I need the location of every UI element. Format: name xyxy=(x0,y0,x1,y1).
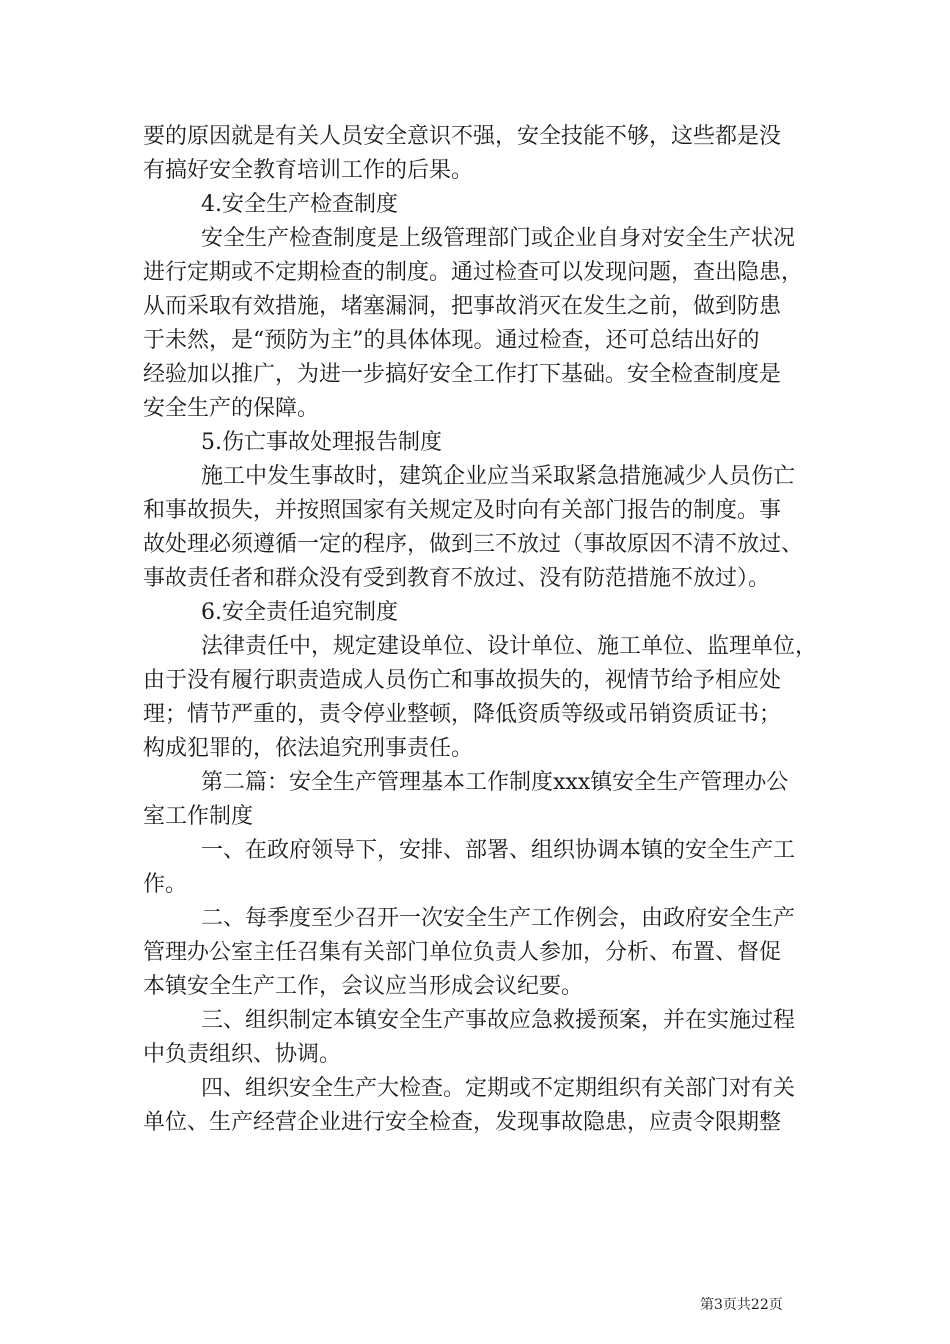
text-line-2: 有搞好安全教育培训工作的后果。 xyxy=(143,158,474,183)
item-four: 四、组织安全生产大检查。定期或不定期组织有关部门对有关 xyxy=(201,1076,796,1101)
text-line-23: 作。 xyxy=(143,872,188,897)
text-line-28: 中负责组织、协调。 xyxy=(143,1042,342,1067)
item-two: 二、每季度至少召开一次安全生产工作例会，由政府安全生产 xyxy=(201,906,796,931)
text-line-9: 安全生产的保障。 xyxy=(143,396,320,421)
text-line-4: 安全生产检查制度是上级管理部门或企业自身对安全生产状况 xyxy=(201,226,796,251)
section-heading-4: 4.安全生产检查制度 xyxy=(201,192,398,217)
text-line-17: 由于没有履行职责造成人员伤亡和事故损失的，视情节给予相应处 xyxy=(143,668,782,693)
document-body xyxy=(143,120,833,1140)
text-line-8: 经验加以推广，为进一步搞好安全工作打下基础。安全检查制度是 xyxy=(143,362,782,387)
text-line-16: 法律责任中，规定建设单位、设计单位、施工单位、监理单位， xyxy=(201,634,818,659)
text-line-14: 事故责任者和群众没有受到教育不放过、没有防范措施不放过）。 xyxy=(143,566,771,591)
section-heading-5: 5.伤亡事故处理报告制度 xyxy=(201,430,442,455)
text-line-7: 于未然，是“预防为主”的具体体现。通过检查，还可总结出好的 xyxy=(143,328,760,353)
text-line-25: 管理办公室主任召集有关部门单位负责人参加，分析、布置、督促 xyxy=(143,940,782,965)
text-line-21: 室工作制度 xyxy=(143,804,254,829)
item-one: 一、在政府领导下，安排、部署、组织协调本镇的安全生产工 xyxy=(201,838,796,863)
text-line-30: 单位、生产经营企业进行安全检查，发现事故隐患，应责令限期整 xyxy=(143,1110,782,1135)
text-line-5: 进行定期或不定期检查的制度。通过检查可以发现问题，查出隐患， xyxy=(143,260,804,285)
text-line-26: 本镇安全生产工作，会议应当形成会议纪要。 xyxy=(143,974,584,999)
part-two-heading: 第二篇：安全生产管理基本工作制度xxx镇安全生产管理办公 xyxy=(201,770,789,795)
item-three: 三、组织制定本镇安全生产事故应急救援预案，并在实施过程 xyxy=(201,1008,796,1033)
page-number-footer: 第3页共22页 xyxy=(700,1297,783,1313)
text-line-18: 理；情节严重的，责令停业整顿，降低资质等级或吊销资质证书； xyxy=(143,702,782,727)
text-line-6: 从而采取有效措施，堵塞漏洞，把事故消灭在发生之前，做到防患 xyxy=(143,294,782,319)
text-line-13: 故处理必须遵循一定的程序，做到三不放过（事故原因不清不放过、 xyxy=(143,532,804,557)
section-heading-6: 6.安全责任追究制度 xyxy=(201,600,398,625)
text-line-19: 构成犯罪的，依法追究刑事责任。 xyxy=(143,736,474,761)
text-line-12: 和事故损失，并按照国家有关规定及时向有关部门报告的制度。事 xyxy=(143,498,782,523)
text-line-11: 施工中发生事故时，建筑企业应当采取紧急措施减少人员伤亡 xyxy=(201,464,796,489)
text-line-1: 要的原因就是有关人员安全意识不强，安全技能不够，这些都是没 xyxy=(143,124,782,149)
